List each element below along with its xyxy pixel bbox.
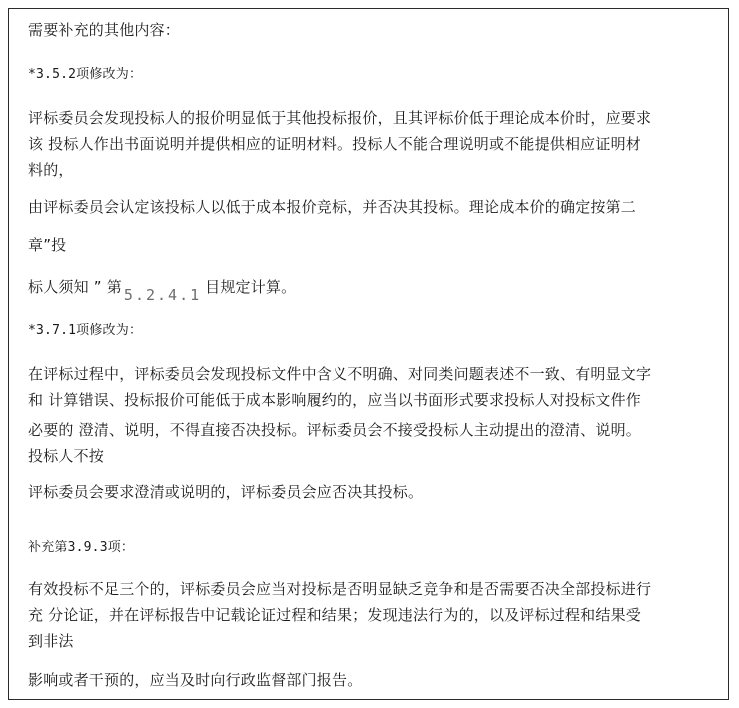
section-352-p3: 章”投 <box>28 236 67 254</box>
section-371-p1-line1: 在评标过程中，评标委员会发现投标文件中含义不明确、对同类问题表述不一致、有明显文字 <box>28 365 652 383</box>
section-352-label: *3.5.2项修改为： <box>28 67 143 82</box>
section-352-p4-reference: 5.2.4.1 <box>123 286 202 304</box>
section-352-p4-text-b: 目规定计算。 <box>205 278 297 296</box>
section-371-p1-line3: 必要的 澄清、说明，不得直接否决投标。评标委员会不接受投标人主动提出的澄清、说明。 <box>28 421 641 439</box>
document-frame <box>8 8 729 700</box>
heading: 需要补充的其他内容： <box>28 21 181 39</box>
section-393-label: 补充第3.9.3项： <box>28 540 135 555</box>
section-352-p4 <box>28 278 297 304</box>
section-393-p1-line2: 充 分论证，并在评标报告中记载论证过程和结果；发现违法行为的，以及评标过程和结果受 <box>28 606 641 624</box>
section-371-p1-line2: 和 计算错误、投标报价可能低于成本影响履约的，应当以书面形式要求投标人对投标文件作 <box>28 391 641 409</box>
section-393-p1-line1: 有效投标不足三个的，评标委员会应当对投标是否明显缺乏竞争和是否需要否决全部投标进行 <box>28 580 652 598</box>
section-393-p1-line3: 到非法 <box>28 632 74 650</box>
section-352-p2: 由评标委员会认定该投标人以低于成本报价竞标，并否决其投标。理论成本价的确定按第二 <box>28 198 637 216</box>
section-371-p1-line4: 投标人不按 <box>28 447 105 465</box>
section-352-p1-line2: 该 投标人作出书面说明并提供相应的证明材料。投标人不能合理说明或不能提供相应证明材 <box>28 135 641 153</box>
section-371-label: *3.7.1项修改为： <box>28 323 143 338</box>
section-371-p2: 评标委员会要求澄清或说明的，评标委员会应否决其投标。 <box>28 483 424 501</box>
section-352-p1-line1: 评标委员会发现投标人的报价明显低于其他投标报价，且其评标价低于理论成本价时，应要求 <box>28 109 652 127</box>
section-393-p2: 影响或者干预的，应当及时向行政监督部门报告。 <box>28 671 363 689</box>
section-352-p1-line3: 料的， <box>28 161 74 179</box>
section-352-p4-text-a: 标人须知 ” 第 <box>28 278 122 296</box>
